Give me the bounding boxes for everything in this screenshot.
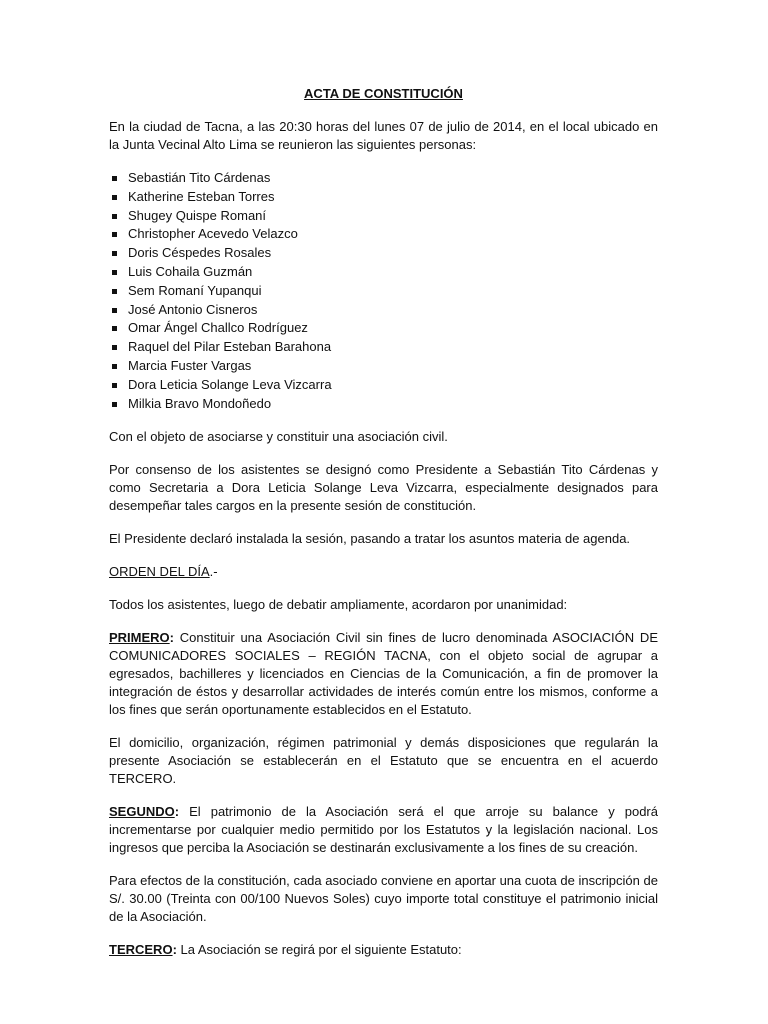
attendee-name: Doris Céspedes Rosales <box>128 245 272 261</box>
third-colon: : <box>172 942 177 958</box>
second-agreement <box>109 803 658 857</box>
attendee-name: Sem Romaní Yupanqui <box>128 282 262 298</box>
attendee-name: Katherine Esteban Torres <box>128 188 275 204</box>
intro-paragraph: En la ciudad de Tacna, a las 20:30 horas del lunes 07 de julio de 2014, en el local ubicado en la Junta Vecinal Alto Lima se reunieron las siguientes personas: <box>109 119 658 152</box>
attendee-name: Sebastián Tito Cárdenas <box>128 170 271 185</box>
attendee-name: Raquel del Pilar Esteban Barahona <box>128 339 332 355</box>
list-item <box>109 207 658 226</box>
bullet-icon <box>112 364 117 369</box>
attendee-name: Shugey Quispe Romaní <box>128 207 267 223</box>
agreement-paragraph: Todos los asistentes, luego de debatir ampliamente, acordaron por unanimidad: <box>109 597 568 613</box>
first-agreement <box>109 629 658 719</box>
bullet-icon <box>112 214 117 219</box>
agenda-heading-suffix: .- <box>209 564 218 580</box>
first-colon: : <box>169 630 175 646</box>
attendee-name: José Antonio Cisneros <box>128 301 258 317</box>
second-colon: : <box>174 804 180 820</box>
third-text: La Asociación se regirá por el siguiente Estatuto: <box>176 942 462 958</box>
bullet-icon <box>112 289 117 294</box>
attendee-name: Christopher Acevedo Velazco <box>128 226 298 242</box>
objective-paragraph: Con el objeto de asociarse y constituir una asociación civil. <box>109 429 448 445</box>
agenda-heading-text: ORDEN DEL DÍA <box>109 564 210 580</box>
attendee-list <box>109 169 658 413</box>
list-item <box>109 376 658 395</box>
bullet-icon <box>112 251 117 256</box>
list-item <box>109 244 658 263</box>
installed-paragraph: El Presidente declaró instalada la sesión, pasando a tratar los asuntos materia de agenda. <box>109 531 631 547</box>
second-text: El patrimonio de la Asociación será el que arroje su balance y podrá incrementarse por cualquier medio permitido por los Estatutos y la legislación nacional. Los ingresos que perciba la Asociación se destinarán exclusivamente a los fines de su creación. <box>109 804 658 856</box>
attendee-name: Omar Ángel Challco Rodríguez <box>128 320 308 336</box>
bullet-icon <box>112 308 117 313</box>
consensus-paragraph: Por consenso de los asistentes se designó como Presidente a Sebastián Tito Cárdenas y como Secretaria a Dora Leticia Solange Leva Vizcarra, especialmente designados para desempeñar tales cargos en la presente sesión de constitución. <box>109 462 658 514</box>
list-item <box>109 338 658 357</box>
attendee-name: Luis Cohaila Guzmán <box>128 263 253 279</box>
list-item <box>109 395 658 414</box>
list-item <box>109 169 658 188</box>
bullet-icon <box>112 270 117 275</box>
bullet-icon <box>112 195 117 200</box>
third-agreement <box>109 941 658 959</box>
list-item <box>109 188 658 207</box>
first-label: PRIMERO <box>109 630 170 646</box>
list-item <box>109 357 658 376</box>
list-item <box>109 319 658 338</box>
attendee-name: Marcia Fuster Vargas <box>128 357 252 373</box>
bullet-icon <box>112 326 117 331</box>
second-label: SEGUNDO <box>109 804 175 820</box>
document-page <box>109 85 658 974</box>
list-item <box>109 263 658 282</box>
attendee-name: Dora Leticia Solange Leva Vizcarra <box>128 376 332 392</box>
list-item <box>109 225 658 244</box>
list-item <box>109 301 658 320</box>
domicile-paragraph: El domicilio, organización, régimen patrimonial y demás disposiciones que regularán la presente Asociación se establecerán en el Estatuto que se encuentra en el acuerdo TERCERO. <box>109 735 658 787</box>
list-item <box>109 282 658 301</box>
first-text: Constituir una Asociación Civil sin fines de lucro denominada ASOCIACIÓN DE COMUNICADORES SOCIALES – REGIÓN TACNA, con el objeto social de agrupar a egresados, bachilleres y licenciados en Ciencias de la Comunicación, a fin de promover la integración de éstos y desarrollar actividades de interés común entre los mismos, conforme a los fines que serán oportunamente establecidos en el Estatuto. <box>109 630 658 718</box>
bullet-icon <box>112 232 117 237</box>
bullet-icon <box>112 383 117 388</box>
document-title: ACTA DE CONSTITUCIÓN <box>304 86 463 101</box>
agenda-heading <box>109 563 658 581</box>
attendee-name: Milkia Bravo Mondoñedo <box>128 395 272 411</box>
bullet-icon <box>112 402 117 407</box>
bullet-icon <box>112 176 117 181</box>
fee-paragraph: Para efectos de la constitución, cada asociado conviene en aportar una cuota de inscripción de S/. 30.00 (Treinta con 00/100 Nuevos Soles) cuyo importe total constituye el patrimonio inicial de la Asociación. <box>109 873 658 925</box>
third-label: TERCERO <box>109 942 173 958</box>
bullet-icon <box>112 345 117 350</box>
